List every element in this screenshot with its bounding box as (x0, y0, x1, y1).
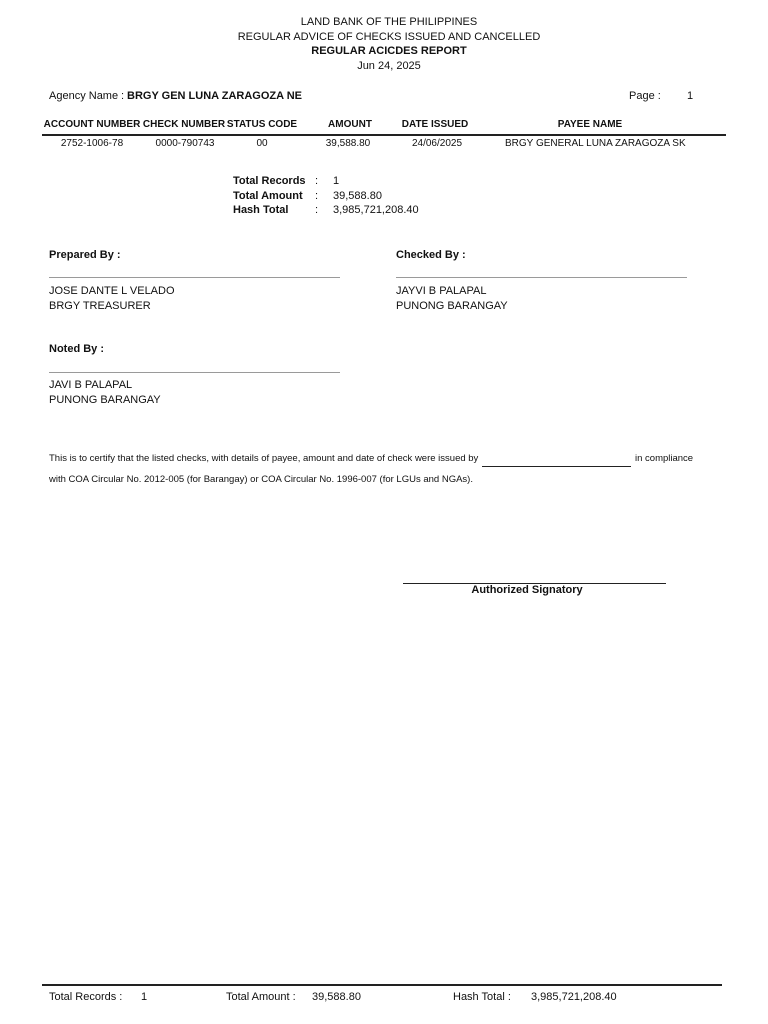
total-amount-sep: : (315, 190, 319, 202)
report-title: REGULAR ACICDES REPORT (311, 45, 467, 57)
total-amount-label: Total Amount (233, 190, 303, 202)
col-payee-name: PAYEE NAME (557, 119, 623, 130)
footer-hash-value: 3,985,721,208.40 (531, 991, 617, 1003)
prepared-signature-line (49, 277, 340, 278)
total-records-sep: : (315, 175, 319, 187)
footer-records-value: 1 (141, 991, 148, 1003)
cell-amount: 39,588.80 (325, 138, 371, 149)
checked-by-label: Checked By : (396, 249, 466, 261)
footer-rule (42, 984, 722, 986)
hash-total-value: 3,985,721,208.40 (333, 204, 419, 216)
issuer-blank-line (482, 466, 631, 467)
checked-by-title: PUNONG BARANGAY (396, 300, 508, 312)
cell-date-issued: 24/06/2025 (411, 138, 463, 149)
noted-by-name: JAVI B PALAPAL (49, 379, 133, 391)
cell-payee-name: BRGY GENERAL LUNA ZARAGOZA SK (505, 138, 686, 149)
page-number: 1 (687, 90, 694, 102)
checked-by-name: JAYVI B PALAPAL (396, 285, 487, 297)
authorized-signatory-label: Authorized Signatory (471, 584, 583, 596)
certification-line-2: with COA Circular No. 2012-005 (for Barangay) or COA Circular No. 1996-007 (for LGUs and NGAs). (49, 474, 473, 485)
page-label: Page : (629, 90, 661, 102)
noted-signature-line (49, 372, 340, 373)
cell-status-code: 00 (256, 138, 268, 149)
footer-hash-label: Hash Total : (453, 991, 511, 1003)
agency-name: BRGY GEN LUNA ZARAGOZA NE (127, 90, 302, 102)
cell-check-number: 0000-790743 (155, 138, 215, 149)
noted-by-title: PUNONG BARANGAY (49, 394, 161, 406)
checked-signature-line (396, 277, 687, 278)
hash-total-label: Hash Total (233, 204, 289, 216)
footer-records-label: Total Records : (49, 991, 123, 1003)
prepared-by-label: Prepared By : (49, 249, 121, 261)
col-check-number: CHECK NUMBER (142, 119, 226, 130)
footer-amount-label: Total Amount : (226, 991, 296, 1003)
col-account-number: ACCOUNT NUMBER (43, 119, 141, 130)
table-header-rule (42, 134, 726, 136)
noted-by-label: Noted By : (49, 343, 104, 355)
report-subtitle: REGULAR ADVICE OF CHECKS ISSUED AND CANCELLED (237, 31, 541, 43)
agency-separator: : (121, 90, 125, 102)
total-amount-value: 39,588.80 (333, 190, 382, 202)
col-date-issued: DATE ISSUED (401, 119, 469, 130)
hash-total-sep: : (315, 204, 319, 216)
bank-name: LAND BANK OF THE PHILIPPINES (300, 16, 478, 28)
prepared-by-name: JOSE DANTE L VELADO (49, 285, 175, 297)
total-records-label: Total Records (233, 175, 306, 187)
report-date: Jun 24, 2025 (357, 60, 421, 72)
certification-line-1: This is to certify that the listed checks, with details of payee, amount and date of check were issued by (49, 453, 479, 464)
certification-line-1-end: in compliance (635, 453, 694, 464)
footer-amount-value: 39,588.80 (312, 991, 361, 1003)
agency-label: Agency Name (49, 90, 119, 102)
cell-account-number: 2752-1006-78 (60, 138, 124, 149)
col-amount: AMOUNT (328, 119, 372, 130)
prepared-by-title: BRGY TREASURER (49, 300, 151, 312)
total-records-value: 1 (333, 175, 340, 187)
col-status-code: STATUS CODE (226, 119, 298, 130)
